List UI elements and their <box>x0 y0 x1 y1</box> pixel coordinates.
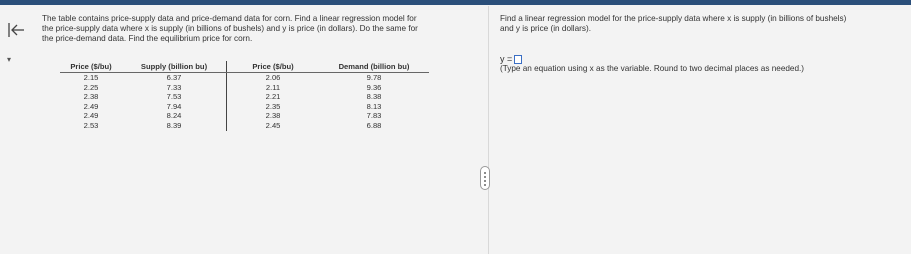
question-line-1: Find a linear regression model for the price-supply data where x is supply (in billions of bushels) <box>500 14 847 23</box>
answer-hint: (Type an equation using x as the variable. Round to two decimal places as needed.) <box>500 64 805 73</box>
table-cell: 7.53 <box>122 92 227 102</box>
table-cell: 8.13 <box>366 101 382 111</box>
table-cell: 8.38 <box>366 92 382 102</box>
table-cell: 2.35 <box>265 101 281 111</box>
table-row <box>60 73 429 83</box>
question-line-2: and y is price (in dollars). <box>500 24 592 33</box>
header-demand-price: Price ($/bu) <box>227 61 320 73</box>
problem-panel <box>42 14 472 44</box>
header-supply: Supply (billion bu) <box>122 61 227 73</box>
table-cell: 9.78 <box>366 73 382 82</box>
table-cell: 7.94 <box>122 102 227 112</box>
table-cell: 2.49 <box>83 101 99 111</box>
problem-statement-line-3: the price-demand data. Find the equilibrium price for corn. <box>42 34 253 43</box>
back-button[interactable] <box>6 20 26 40</box>
answer-prefix: y = <box>500 54 513 64</box>
table-row <box>60 102 429 112</box>
table-cell: 2.15 <box>83 73 99 82</box>
table-row <box>60 121 429 131</box>
panel-resize-handle[interactable] <box>480 166 490 190</box>
table-cell: 6.88 <box>366 120 382 130</box>
problem-statement-line-1: The table contains price-supply data and price-demand data for corn. Find a linear regression model for <box>42 14 417 23</box>
table-cell: 9.36 <box>366 82 382 92</box>
back-arrow-icon <box>6 20 26 40</box>
table-row <box>60 111 429 121</box>
header-supply-price: Price ($/bu) <box>60 61 122 73</box>
top-accent-bar <box>0 0 911 5</box>
question-panel <box>500 14 905 73</box>
table-cell: 7.33 <box>122 83 227 93</box>
table-cell: 2.53 <box>83 120 99 130</box>
price-supply-demand-table <box>60 61 429 131</box>
table-cell: 2.38 <box>83 92 99 102</box>
table-cell: 6.37 <box>122 73 227 83</box>
table-cell: 2.38 <box>265 111 281 121</box>
header-demand: Demand (billion bu) <box>319 61 429 73</box>
answer-row <box>500 54 522 64</box>
table-cell: 2.49 <box>83 111 99 121</box>
table-row <box>60 92 429 102</box>
table-cell: 2.45 <box>265 120 281 130</box>
table-cell: 2.21 <box>265 92 281 102</box>
table-cell: 2.06 <box>265 73 281 82</box>
table-row <box>60 83 429 93</box>
panel-divider <box>488 6 489 254</box>
table-cell: 8.24 <box>122 111 227 121</box>
answer-input[interactable] <box>514 55 522 64</box>
table-header-row <box>60 61 429 73</box>
table-cell: 2.11 <box>265 82 281 92</box>
table-cell: 8.39 <box>122 121 227 131</box>
problem-statement-line-2: the price-supply data where x is supply (in billions of bushels) and y is price (in dollars). Do the same for <box>42 24 418 33</box>
collapse-caret-icon[interactable]: ▾ <box>7 55 12 64</box>
table-cell: 2.25 <box>83 82 99 92</box>
table-cell: 7.83 <box>366 111 382 121</box>
